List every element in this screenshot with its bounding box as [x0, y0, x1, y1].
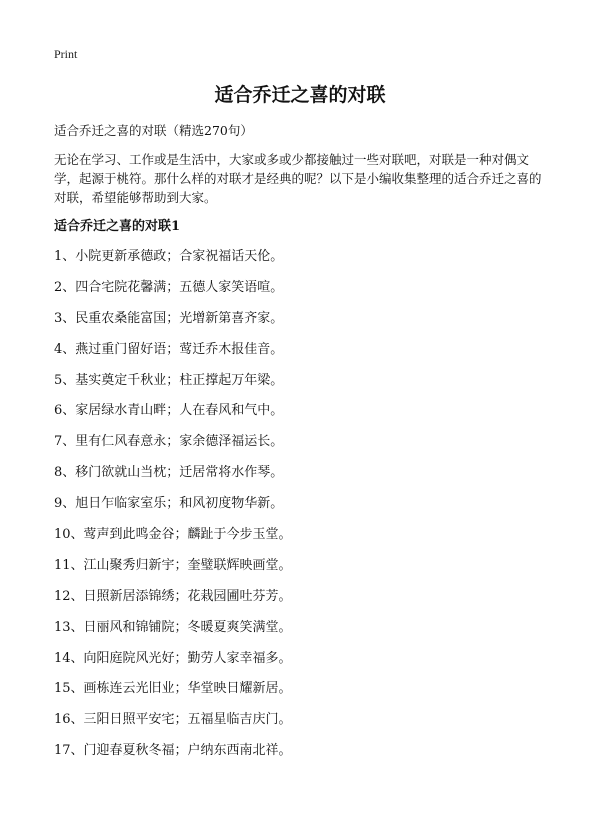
section-heading: 适合乔迁之喜的对联1: [54, 219, 181, 234]
couplet-item: 6、家居绿水青山畔；人在春风和气中。: [54, 403, 284, 419]
print-link[interactable]: Print: [54, 47, 78, 61]
couplet-item: 15、画栋连云光旧业；华堂映日耀新居。: [54, 681, 292, 697]
couplet-item: 2、四合宅院花馨满；五德人家笑语喧。: [54, 279, 284, 295]
couplet-list: [54, 250, 554, 775]
couplet-item: 17、门迎春夏秋冬福；户纳东西南北祥。: [54, 743, 292, 759]
couplet-item: 5、基实奠定千秋业；柱正撑起万年梁。: [54, 372, 284, 388]
intro-paragraph: 无论在学习、工作或是生活中，大家或多或少都接触过一些对联吧，对联是一种对偶文学，起源于桃符。那什么样的对联才是经典的呢？以下是小编收集整理的适合乔迁之喜的对联，希望能够帮助到大家。: [54, 152, 542, 205]
couplet-item: 13、日丽风和锦铺院；冬暖夏爽笑满堂。: [54, 619, 292, 635]
couplet-item: 10、莺声到此鸣金谷；麟趾于今步玉堂。: [54, 527, 292, 543]
couplet-item: 9、旭日乍临家室乐；和风初度物华新。: [54, 496, 284, 512]
couplet-item: 11、江山聚秀归新宇；奎璧联辉映画堂。: [54, 557, 292, 573]
couplet-item: 7、里有仁风春意永；家余德泽福运长。: [54, 434, 284, 450]
couplet-item: 12、日照新居添锦绣；花栽园圃吐芬芳。: [54, 588, 292, 604]
couplet-item: 14、向阳庭院风光好；勤劳人家幸福多。: [54, 650, 292, 666]
subtitle: 适合乔迁之喜的对联（精选270句）: [54, 123, 253, 138]
couplet-item: 1、小院更新承德政；合家祝福话天伦。: [54, 249, 284, 264]
couplet-item: 4、燕过重门留好语；莺迁乔木报佳音。: [54, 341, 284, 357]
couplet-item: 16、三阳日照平安宅；五福星临吉庆门。: [54, 712, 292, 728]
couplet-item: 3、民重农桑能富国；光增新第喜齐家。: [54, 310, 284, 326]
couplet-item: 8、移门欲就山当枕；迁居常将水作琴。: [54, 465, 284, 481]
page-title: 适合乔迁之喜的对联: [214, 84, 386, 106]
